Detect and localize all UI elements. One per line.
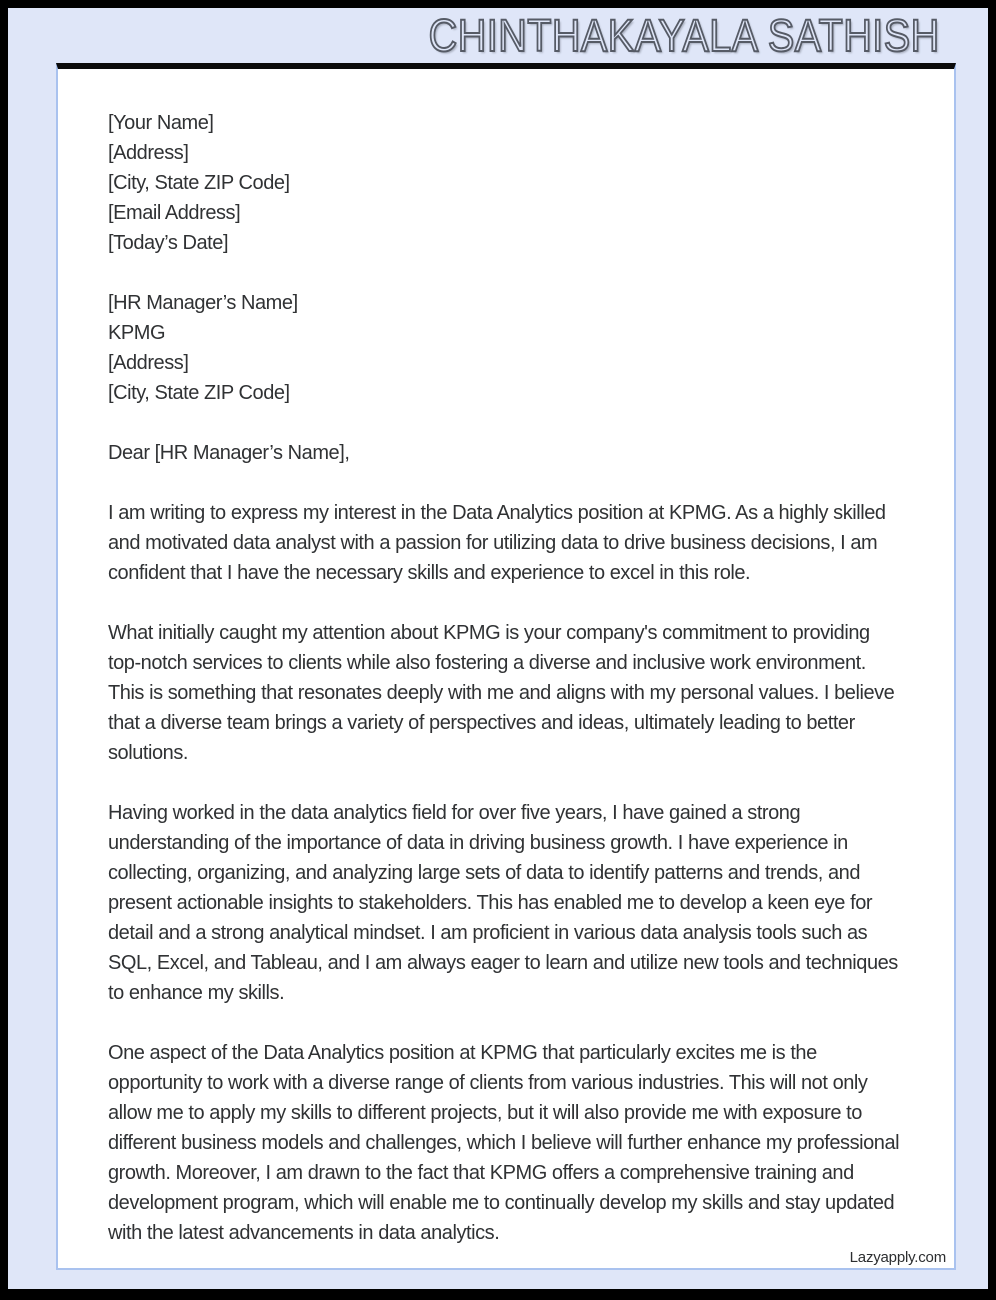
sender-email-line: [Email Address] <box>108 202 241 224</box>
sender-date-line: [Today’s Date] <box>108 232 229 254</box>
header-name: CHINTHAKAYALA SATHISH <box>429 10 940 61</box>
letter-document <box>56 63 956 1270</box>
sender-address-block <box>108 108 904 258</box>
recipient-company-line: KPMG <box>108 322 166 344</box>
paragraph-intro: I am writing to express my interest in the Data Analytics position at KPMG. As a highly skilled and motivated data analyst with a passion for utilizing data to drive business decisions, I am confident that I have the necessary skills and experience to excel in this role. <box>108 502 886 584</box>
recipient-address-block <box>108 288 904 408</box>
paragraph-company-interest: What initially caught my attention about KPMG is your company's commitment to providing top-notch services to clients while also fostering a diverse and inclusive work environment. This is something that resonates deeply with me and aligns with my personal values. I believe that a diverse team brings a variety of perspectives and ideas, ultimately leading to better solutions. <box>108 622 895 764</box>
sender-name-line: [Your Name] <box>108 112 214 134</box>
sender-city-line: [City, State ZIP Code] <box>108 172 290 194</box>
sender-address-line: [Address] <box>108 142 189 164</box>
watermark-link: Lazyapply.com <box>846 1249 946 1267</box>
paragraph-opportunity: One aspect of the Data Analytics position at KPMG that particularly excites me is the opportunity to work with a diverse range of clients from various industries. This will not only allow me to apply my skills to different projects, but it will also provide me with exposure to different business models and challenges, which I believe will further enhance my professional growth. Moreover, I am drawn to the fact that KPMG offers a comprehensive training and development program, which will enable me to continually develop my skills and stay updated with the latest advancements in data analytics. <box>108 1042 900 1244</box>
paragraph-experience: Having worked in the data analytics field for over five years, I have gained a strong understanding of the importance of data in driving business growth. I have experience in collecting, organizing, and analyzing large sets of data to identify patterns and trends, and present actionable insights to stakeholders. This has enabled me to develop a keen eye for detail and a strong analytical mindset. I am proficient in various data analysis tools such as SQL, Excel, and Tableau, and I am always eager to learn and utilize new tools and techniques to enhance my skills. <box>108 802 898 1004</box>
recipient-name-line: [HR Manager’s Name] <box>108 292 298 314</box>
recipient-address-line: [Address] <box>108 352 189 374</box>
recipient-city-line: [City, State ZIP Code] <box>108 382 290 404</box>
salutation: Dear [HR Manager’s Name], <box>108 442 350 464</box>
